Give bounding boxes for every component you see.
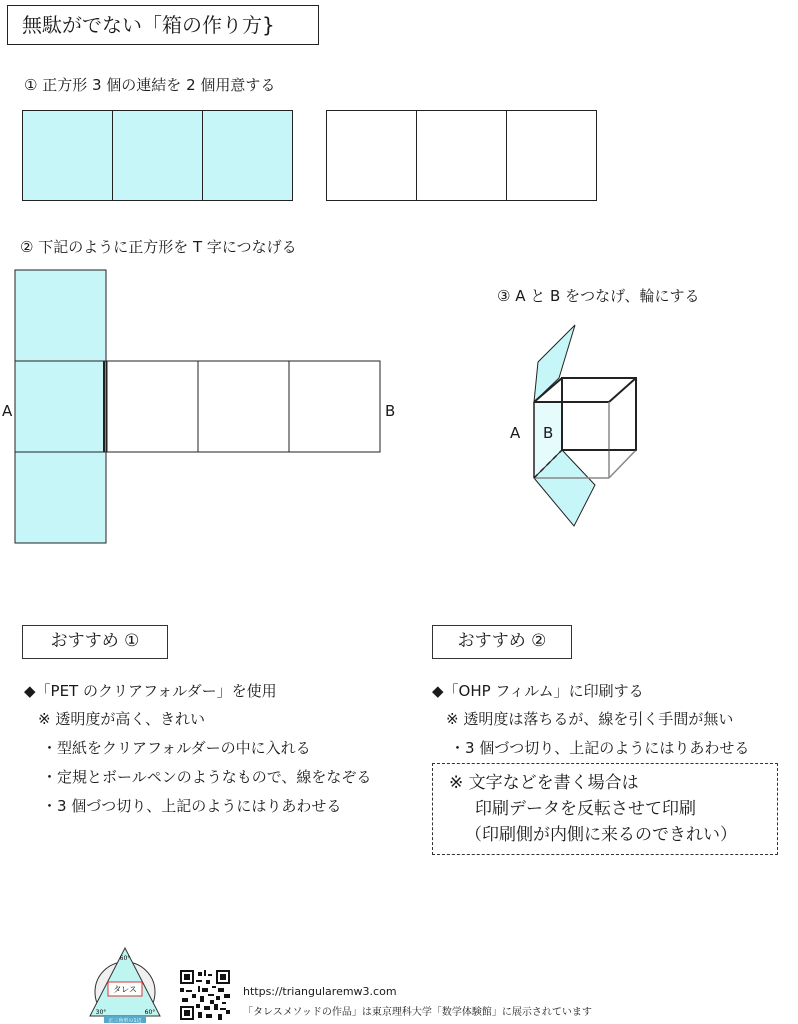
recommend-1-bullet: ・定規とボールペンのようなもので、線をなぞる [42,768,372,786]
label-b: B [385,402,396,420]
step-2-text: ② 下記のように正方形を T 字につなげる [20,238,297,256]
step-3-text: ③ A と B をつなげ、輪にする [497,287,700,305]
label-a: A [2,402,13,420]
net-square-right-3 [289,361,380,452]
square [506,110,597,201]
recommend-2-title: おすすめ ② [432,625,572,659]
step-1-text: ① 正方形 3 個の連結を 2 個用意する [24,76,276,94]
print-tip-line: 印刷データを反転させて印刷 [475,799,696,819]
net-square-top [15,270,106,361]
box-label-a: A [510,424,521,442]
print-tip-line: ※ 文字などを書く場合は [449,773,639,793]
recommend-1-note: ※ 透明度が高く、きれい [38,710,206,728]
print-tip-line: （印刷側が内側に来るのできれい） [465,825,737,845]
footer-url: https://triangularemw3.com [243,985,397,998]
thales-logo [84,944,166,1024]
logo-caption: 正三角形の1辺 [108,1018,142,1024]
recommend-2-bullet: ・3 個づつ切り、上記のようにはりあわせる [450,739,750,757]
net-square-right-2 [198,361,289,452]
logo-angle: 30° [95,1009,107,1016]
logo-name: タレス [113,985,137,994]
box-label-b: B [543,424,554,442]
t-shape-net [0,0,400,560]
square [416,110,507,201]
page-title: 無駄がでない「箱の作り方} [7,5,319,45]
logo-angle: 60° [119,955,131,962]
net-square-middle [15,361,106,452]
footer-note: 「タレスメソッドの作品」は東京理科大学「数学体験館」に展示されています [243,1007,592,1018]
recommend-2-heading: ◆「OHP フィルム」に印刷する [432,682,644,700]
qr-code [180,970,230,1020]
box-diagram [500,320,650,535]
flap-top [534,325,575,402]
logo-angle: 60° [144,1009,156,1016]
recommend-2-note: ※ 透明度は落ちるが、線を引く手間が無い [446,710,734,728]
net-square-bottom [15,452,106,543]
recommend-1-heading: ◆「PET のクリアフォルダー」を使用 [24,682,277,700]
recommend-1-bullet: ・3 個づつ切り、上記のようにはりあわせる [42,797,342,815]
recommend-1-bullet: ・型紙をクリアフォルダーの中に入れる [42,739,311,757]
recommend-1-title: おすすめ ① [22,625,168,659]
net-square-right-1 [107,361,198,452]
print-tip-box [432,763,778,855]
